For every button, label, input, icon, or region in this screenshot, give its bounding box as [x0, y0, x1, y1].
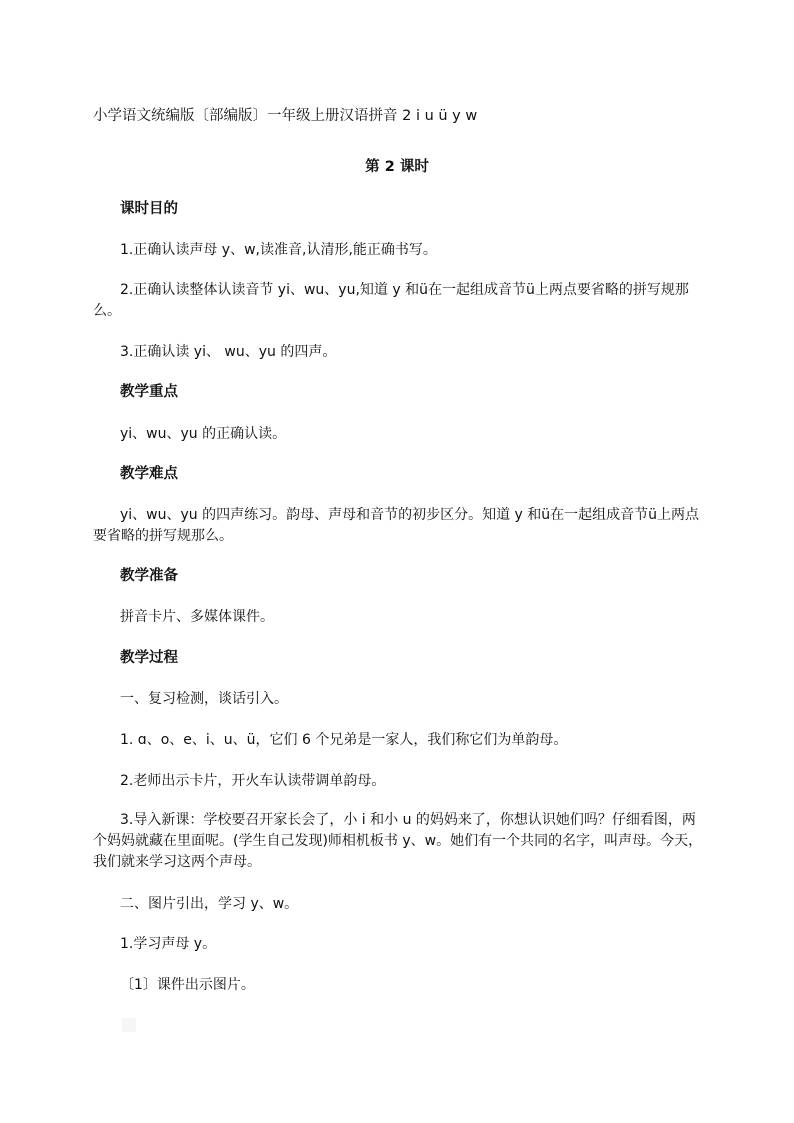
image-placeholder [122, 1018, 136, 1032]
objective-2: 2.正确认读整体认读音节 yi、wu、yu,知道 y 和ü在一起组成音节ü上两点要省略的拼写规那么。 [93, 282, 689, 319]
key-points-heading: 教学重点 [120, 384, 178, 400]
preparation-text: 拼音卡片、多媒体课件。 [120, 609, 274, 625]
step-1-item-3: 3.导入新课：学校要召开家长会了，小 i 和小 u 的妈妈来了，你想认识她们吗？仔细看图，两个妈妈就藏在里面呢。(学生自己发现)师相机板书 y、w。她们有一个共同的名字，叫声母。今天，我们就来学习这两个声母。 [93, 812, 703, 870]
objective-2-block [93, 280, 703, 322]
step-1-title: 一、复习检测，谈话引入。 [120, 691, 288, 707]
step-1-item-2: 2.老师出示卡片，开火车认读带调单韵母。 [120, 773, 386, 789]
step-2-item-1: 1.学习声母 y。 [120, 936, 217, 952]
step-1-item-3-block [93, 810, 703, 873]
objective-1: 1.正确认读声母 y、w,读准音,认清形,能正确书写。 [120, 242, 437, 258]
difficulties-text: yi、wu、yu 的四声练习。韵母、声母和音节的初步区分。知道 y 和ü在一起组成音节ü上两点要省略的拼写规那么。 [93, 507, 700, 544]
difficulties-heading: 教学难点 [120, 466, 178, 482]
step-2-sub-1: 〔1〕课件出示图片。 [120, 977, 255, 993]
document-title: 小学语文统编版〔部编版〕一年级上册汉语拼音 2 i u ü y w [93, 108, 478, 124]
objectives-heading: 课时目的 [120, 201, 178, 217]
process-heading: 教学过程 [120, 650, 178, 666]
preparation-heading: 教学准备 [120, 568, 178, 584]
lesson-title: 第 2 课时 [365, 159, 429, 175]
objective-3: 3.正确认读 yi、 wu、yu 的四声。 [120, 344, 337, 360]
difficulties-block [93, 505, 703, 547]
key-points-text: yi、wu、yu 的正确认读。 [120, 426, 287, 442]
step-1-item-1: 1. ɑ、o、e、i、u、ü，它们 6 个兄弟是一家人，我们称它们为单韵母。 [120, 732, 568, 748]
step-2-title: 二、图片引出，学习 y、w。 [120, 896, 299, 912]
